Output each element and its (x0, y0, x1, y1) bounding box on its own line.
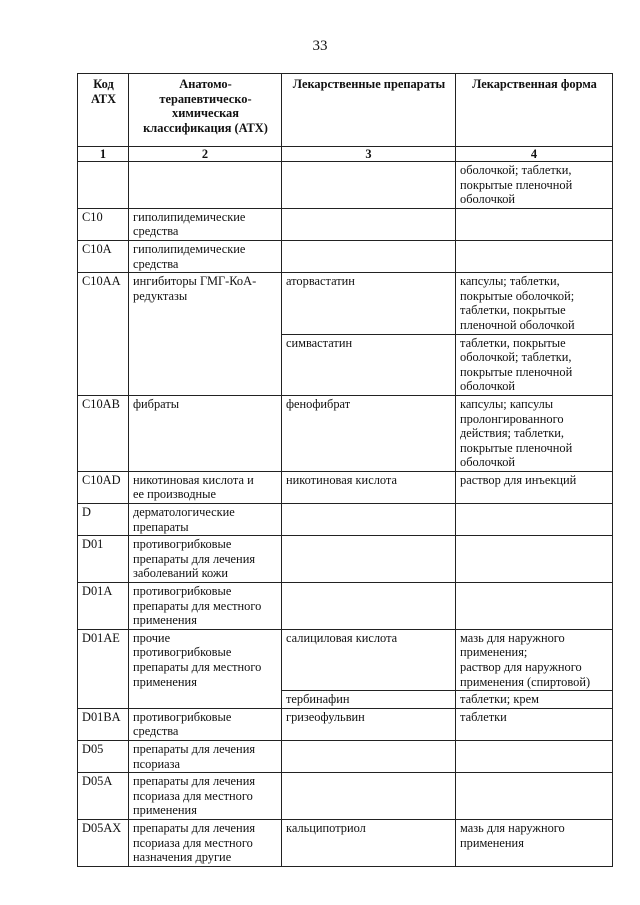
dosage-form-cell (456, 773, 613, 820)
classification-cell: противогрибковые препараты для лечения заболеваний кожи (129, 536, 282, 583)
table-row (78, 773, 613, 820)
classification-cell: препараты для лечения псориаза для местного применения (129, 773, 282, 820)
atx-code-cell: D (78, 504, 129, 536)
table-row (78, 629, 613, 690)
classification-cell: никотиновая кислота и ее производные (129, 471, 282, 503)
table-row (78, 819, 613, 866)
atx-code-cell: C10AA (78, 273, 129, 396)
table-row (78, 740, 613, 772)
dosage-form-cell (456, 208, 613, 240)
drug-cell: салициловая кислота (282, 629, 456, 690)
drug-cell (282, 504, 456, 536)
column-number: 1 (78, 147, 129, 162)
classification-cell: фибраты (129, 395, 282, 471)
atx-code-cell: D05A (78, 773, 129, 820)
drug-cell (282, 162, 456, 209)
drug-cell (282, 773, 456, 820)
dosage-form-cell: таблетки; крем (456, 691, 613, 709)
column-number-row (78, 147, 613, 162)
classification-cell: гиполипидемические средства (129, 240, 282, 272)
table-row (78, 504, 613, 536)
dosage-form-cell: таблетки (456, 708, 613, 740)
drug-cell (282, 208, 456, 240)
drug-cell: кальципотриол (282, 819, 456, 866)
classification-cell: ингибиторы ГМГ-КоА- редуктазы (129, 273, 282, 396)
header-dosage-form: Лекарственная форма (456, 74, 613, 147)
dosage-form-cell: мазь для наружного применения; раствор для наружного применения (спиртовой) (456, 629, 613, 690)
drug-cell: никотиновая кислота (282, 471, 456, 503)
table-row (78, 395, 613, 471)
table-row (78, 471, 613, 503)
header-classification: Анатомо- терапевтическо- химическая классификация (АТХ) (129, 74, 282, 147)
classification-cell: гиполипидемические средства (129, 208, 282, 240)
table-row (78, 536, 613, 583)
classification-cell (129, 162, 282, 209)
atx-code-cell: D01A (78, 583, 129, 630)
classification-cell: препараты для лечения псориаза (129, 740, 282, 772)
column-number: 2 (129, 147, 282, 162)
table-header-row (78, 74, 613, 147)
drug-cell (282, 536, 456, 583)
drug-cell (282, 240, 456, 272)
classification-cell: прочие противогрибковые препараты для местного применения (129, 629, 282, 708)
atx-code-cell: C10A (78, 240, 129, 272)
table-row (78, 162, 613, 209)
dosage-form-cell: оболочкой; таблетки, покрытые пленочной оболочкой (456, 162, 613, 209)
atx-code-cell: D05 (78, 740, 129, 772)
classification-cell: препараты для лечения псориаза для местного назначения другие (129, 819, 282, 866)
atx-code-cell: C10 (78, 208, 129, 240)
dosage-form-cell: капсулы; капсулы пролонгированного действия; таблетки, покрытые пленочной оболочкой (456, 395, 613, 471)
atx-code-cell: D01AE (78, 629, 129, 708)
dosage-form-cell (456, 240, 613, 272)
classification-cell: дерматологические препараты (129, 504, 282, 536)
drug-cell: тербинафин (282, 691, 456, 709)
atx-drug-table (77, 73, 613, 867)
header-atx-code: Код АТХ (78, 74, 129, 147)
atx-code-cell: D01 (78, 536, 129, 583)
atx-code-cell: C10AB (78, 395, 129, 471)
dosage-form-cell (456, 536, 613, 583)
drug-cell: симвастатин (282, 334, 456, 395)
table-row (78, 240, 613, 272)
drug-cell: фенофибрат (282, 395, 456, 471)
atx-code-cell: D05AX (78, 819, 129, 866)
dosage-form-cell (456, 740, 613, 772)
atx-code-cell: D01BA (78, 708, 129, 740)
dosage-form-cell: капсулы; таблетки, покрытые оболочкой; таблетки, покрытые пленочной оболочкой (456, 273, 613, 334)
dosage-form-cell (456, 504, 613, 536)
classification-cell: противогрибковые средства (129, 708, 282, 740)
drug-cell: аторвастатин (282, 273, 456, 334)
header-drugs: Лекарственные препараты (282, 74, 456, 147)
atx-code-cell: C10AD (78, 471, 129, 503)
drug-cell: гризеофульвин (282, 708, 456, 740)
dosage-form-cell: раствор для инъекций (456, 471, 613, 503)
table-row (78, 208, 613, 240)
dosage-form-cell: таблетки, покрытые оболочкой; таблетки, покрытые пленочной оболочкой (456, 334, 613, 395)
classification-cell: противогрибковые препараты для местного применения (129, 583, 282, 630)
table-row (78, 273, 613, 334)
atx-code-cell (78, 162, 129, 209)
column-number: 4 (456, 147, 613, 162)
column-number: 3 (282, 147, 456, 162)
page-number: 33 (312, 38, 328, 54)
table-row (78, 583, 613, 630)
dosage-form-cell (456, 583, 613, 630)
drug-cell (282, 583, 456, 630)
dosage-form-cell: мазь для наружного применения (456, 819, 613, 866)
drug-cell (282, 740, 456, 772)
table-row (78, 708, 613, 740)
